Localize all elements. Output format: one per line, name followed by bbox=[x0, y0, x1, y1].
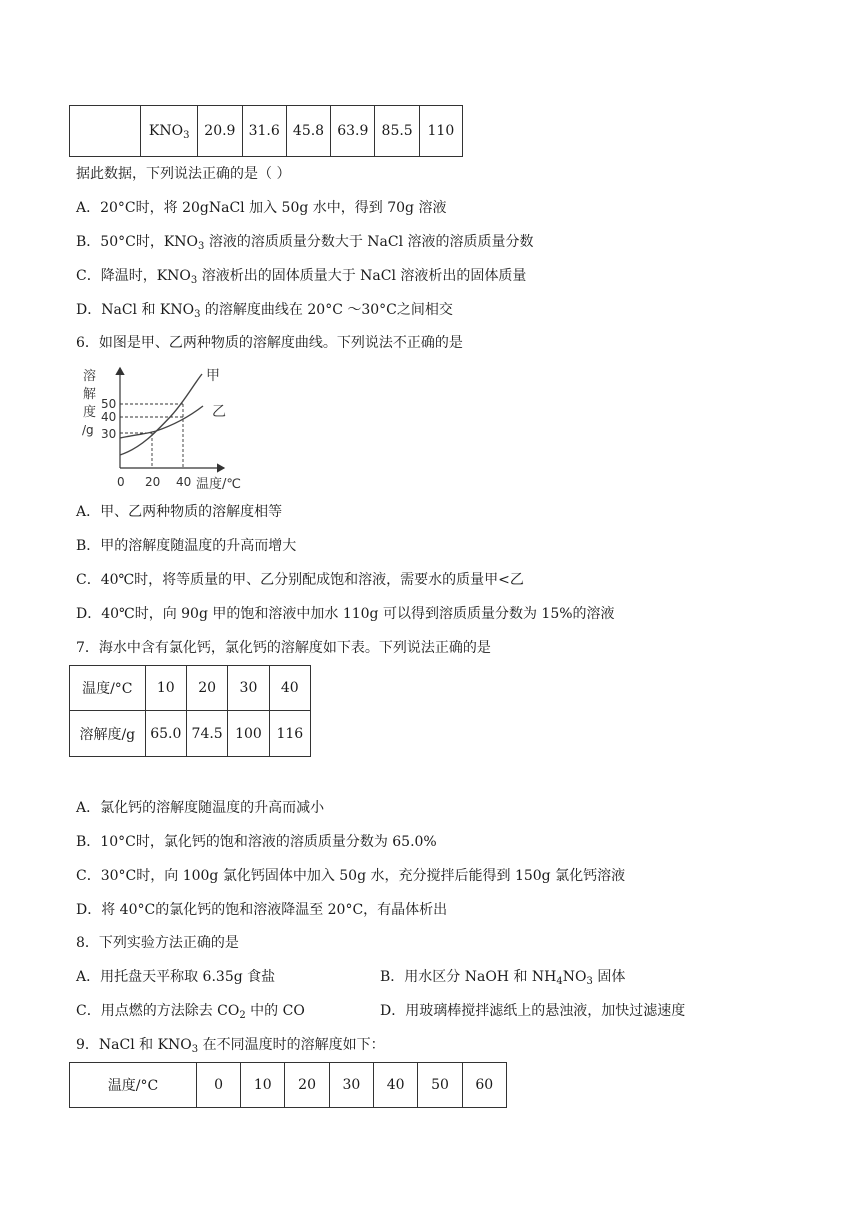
y-axis-label-char: /g bbox=[82, 423, 94, 437]
q7-option-b: B．10°C时，氯化钙的饱和溶液的溶质质量分数为 65.0% bbox=[76, 834, 437, 850]
table-cell: 40 bbox=[269, 666, 310, 711]
table-cell: 100 bbox=[228, 711, 269, 757]
nacl-kno3-solubility-table bbox=[69, 1062, 507, 1108]
y-axis-label-char: 解 bbox=[83, 387, 97, 402]
cacl2-solubility-table bbox=[69, 665, 311, 757]
q8-option-a: A．用托盘天平称取 6.35g 食盐 bbox=[76, 969, 276, 985]
table-cell: 45.8 bbox=[286, 106, 330, 157]
table-cell: 0 bbox=[197, 1063, 241, 1108]
q5-stem: 据此数据，下列说法正确的是（ ） bbox=[76, 166, 291, 182]
table-cell: 63.9 bbox=[331, 106, 375, 157]
table-cell: 20 bbox=[186, 666, 227, 711]
table-cell: 31.6 bbox=[242, 106, 286, 157]
q6-option-d: D．40℃时，向 90g 甲的饱和溶液中加水 110g 可以得到溶质质量分数为 15%的溶液 bbox=[76, 606, 615, 622]
q5-option-a: A．20°C时，将 20gNaCl 加入 50g 水中，得到 70g 溶液 bbox=[76, 200, 447, 216]
table-cell: 20 bbox=[285, 1063, 329, 1108]
series-label-jia: 甲 bbox=[206, 368, 220, 384]
q6-option-a: A．甲、乙两种物质的溶解度相等 bbox=[76, 504, 283, 520]
series-label-yi: 乙 bbox=[212, 404, 226, 420]
x-axis-label: 温度/℃ bbox=[196, 477, 241, 492]
table-cell: 30 bbox=[329, 1063, 373, 1108]
table-cell: 116 bbox=[269, 711, 310, 757]
table-header-cell: 温度/°C bbox=[70, 666, 146, 711]
table-cell: 50 bbox=[418, 1063, 462, 1108]
y-tick-label: 50 bbox=[101, 397, 117, 411]
y-tick-label: 30 bbox=[101, 427, 117, 441]
q7-stem: 7．海水中含有氯化钙，氯化钙的溶解度如下表。下列说法正确的是 bbox=[76, 640, 491, 656]
table-row bbox=[70, 711, 311, 757]
q8-option-b: B．用水区分 NaOH 和 $NH_4NO_3$ 固体 bbox=[380, 969, 626, 987]
table-cell: $KNO_3$ bbox=[141, 106, 198, 157]
table-cell: 65.0 bbox=[145, 711, 186, 757]
table-cell bbox=[70, 106, 141, 157]
q6-option-b: B．甲的溶解度随温度的升高而增大 bbox=[76, 538, 297, 554]
table-cell: 40 bbox=[374, 1063, 418, 1108]
table-cell: 60 bbox=[462, 1063, 506, 1108]
table-row bbox=[70, 666, 311, 711]
solubility-curve-chart bbox=[76, 362, 256, 492]
x-tick-label: 20 bbox=[145, 475, 161, 489]
q7-option-a: A．氯化钙的溶解度随温度的升高而减小 bbox=[76, 800, 325, 816]
table-cell: 110 bbox=[419, 106, 462, 157]
table-header-cell: 溶解度/g bbox=[70, 711, 146, 757]
y-axis-label-char: 度 bbox=[83, 405, 97, 420]
table-cell: 10 bbox=[145, 666, 186, 711]
q6-option-c: C．40℃时，将等质量的甲、乙分别配成饱和溶液，需要水的质量甲<乙 bbox=[76, 572, 524, 588]
x-tick-label: 0 bbox=[117, 475, 125, 489]
table-cell: 20.9 bbox=[198, 106, 242, 157]
q8-option-d: D．用玻璃棒搅拌滤纸上的悬浊液，加快过滤速度 bbox=[380, 1003, 686, 1019]
table-cell: 10 bbox=[241, 1063, 285, 1108]
table-row bbox=[70, 1063, 507, 1108]
q8-stem: 8．下列实验方法正确的是 bbox=[76, 935, 239, 951]
table-cell: 74.5 bbox=[186, 711, 227, 757]
q7-option-c: C．30°C时，向 100g 氯化钙固体中加入 50g 水，充分搅拌后能得到 150g 氯化钙溶液 bbox=[76, 868, 626, 884]
table-cell: 85.5 bbox=[375, 106, 419, 157]
y-tick-label: 40 bbox=[101, 410, 117, 424]
q9-stem: 9．NaCl 和 $KNO_3$ 在不同温度时的溶解度如下： bbox=[76, 1037, 385, 1055]
q5-option-b: B．50°C时，$KNO_3$ 溶液的溶质质量分数大于 NaCl 溶液的溶质质量分数 bbox=[76, 234, 534, 252]
x-tick-label: 40 bbox=[176, 475, 192, 489]
table-row bbox=[70, 106, 463, 157]
table-cell: 30 bbox=[228, 666, 269, 711]
q6-stem: 6．如图是甲、乙两种物质的溶解度曲线。下列说法不正确的是 bbox=[76, 335, 463, 351]
q5-option-c: C．降温时，$KNO_3$ 溶液析出的固体质量大于 NaCl 溶液析出的固体质量 bbox=[76, 268, 527, 286]
q5-option-d: D．NaCl 和 $KNO_3$ 的溶解度曲线在 20°C ～30°C之间相交 bbox=[76, 302, 453, 320]
table-header-cell: 温度/°C bbox=[70, 1063, 197, 1108]
q8-option-c: C．用点燃的方法除去 $CO_2$ 中的 CO bbox=[76, 1003, 305, 1021]
y-axis-label-char: 溶 bbox=[83, 369, 97, 384]
kno3-solubility-table bbox=[69, 105, 463, 157]
q7-option-d: D．将 40°C的氯化钙的饱和溶液降温至 20°C，有晶体析出 bbox=[76, 902, 448, 918]
